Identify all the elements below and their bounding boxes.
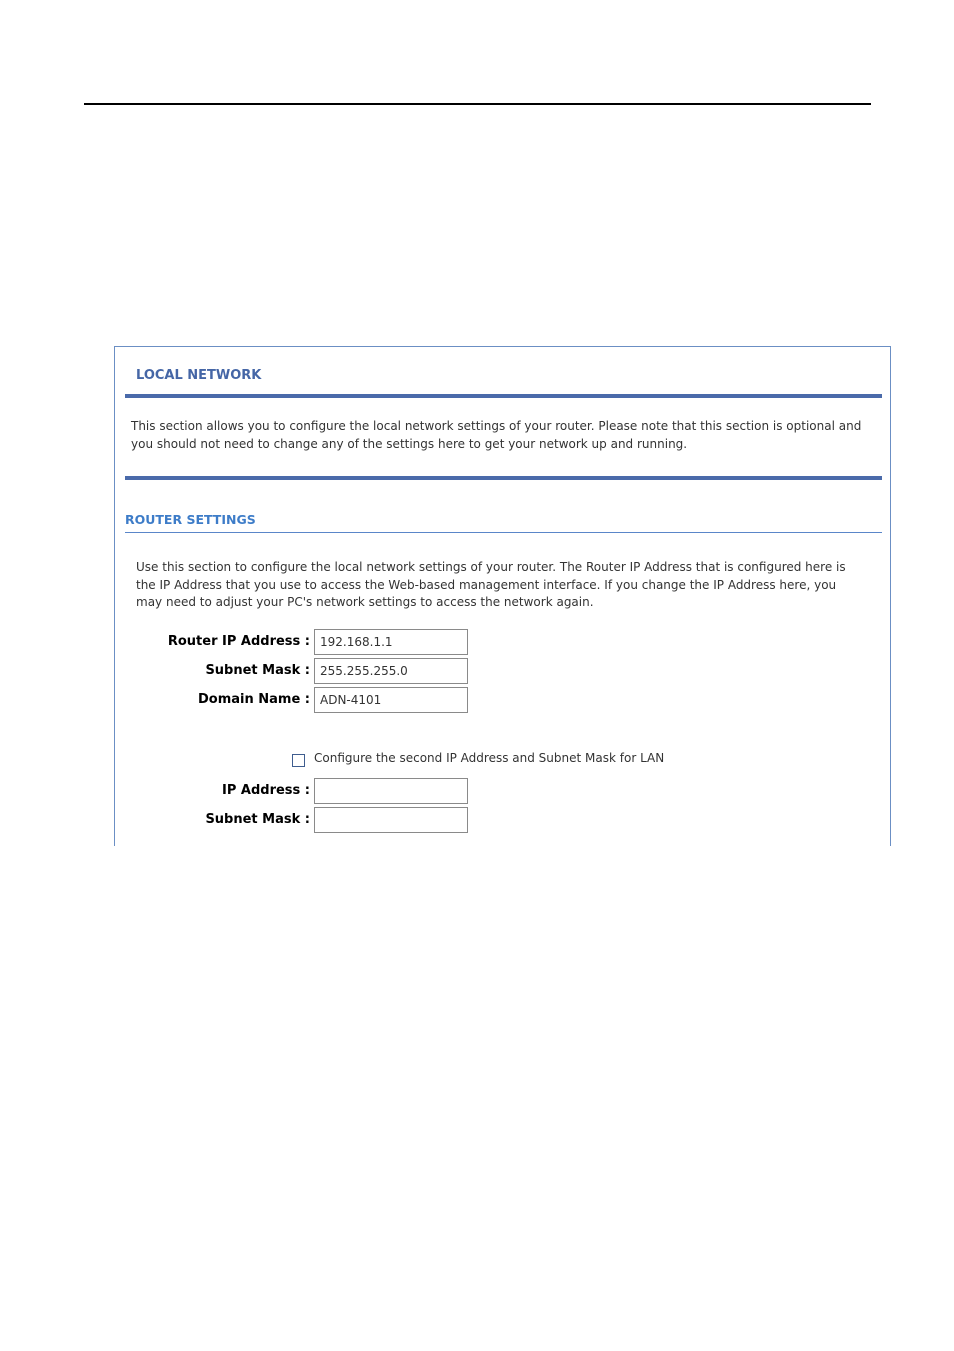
- second-ip-checkbox-label[interactable]: Configure the second IP Address and Subnet Mask for LAN: [314, 751, 665, 765]
- subnet-mask-input[interactable]: [314, 658, 468, 684]
- page-header-rule: [84, 103, 871, 105]
- subnet-mask-row: [115, 658, 892, 684]
- router-settings-description: Use this section to configure the local network settings of your router. The Router IP Address that is configured here is the IP Address that you use to access the Web-based management interface. If you change the IP Address here, you may need to adjust your PC's network settings to access the network again.: [136, 560, 846, 609]
- second-ip-address-label: IP Address :: [222, 783, 310, 798]
- router-settings-divider: [125, 532, 882, 533]
- domain-name-row: [115, 687, 892, 713]
- router-settings-title: ROUTER SETTINGS: [125, 512, 256, 527]
- section-divider: [125, 394, 882, 398]
- subnet-mask-label: Subnet Mask :: [205, 663, 310, 678]
- second-ip-address-input[interactable]: [314, 778, 468, 804]
- section-divider: [125, 476, 882, 480]
- second-ip-checkbox[interactable]: [292, 754, 305, 767]
- local-network-title: LOCAL NETWORK: [136, 368, 262, 383]
- local-network-description: This section allows you to configure the local network settings of your router. Please note that this section is optional and you should not need to change any of the settings here to get your network up and running.: [131, 419, 862, 451]
- second-subnet-mask-input[interactable]: [314, 807, 468, 833]
- router-ip-label: Router IP Address :: [167, 634, 310, 649]
- router-ip-input[interactable]: [314, 629, 468, 655]
- second-ip-checkbox-row[interactable]: [292, 751, 772, 769]
- local-network-panel: [114, 346, 891, 846]
- router-ip-row: [115, 629, 892, 655]
- domain-name-label: Domain Name :: [197, 692, 310, 707]
- domain-name-input[interactable]: [314, 687, 468, 713]
- second-subnet-mask-label: Subnet Mask :: [205, 812, 310, 827]
- second-subnet-mask-row: [115, 807, 892, 833]
- second-ip-address-row: [115, 778, 892, 804]
